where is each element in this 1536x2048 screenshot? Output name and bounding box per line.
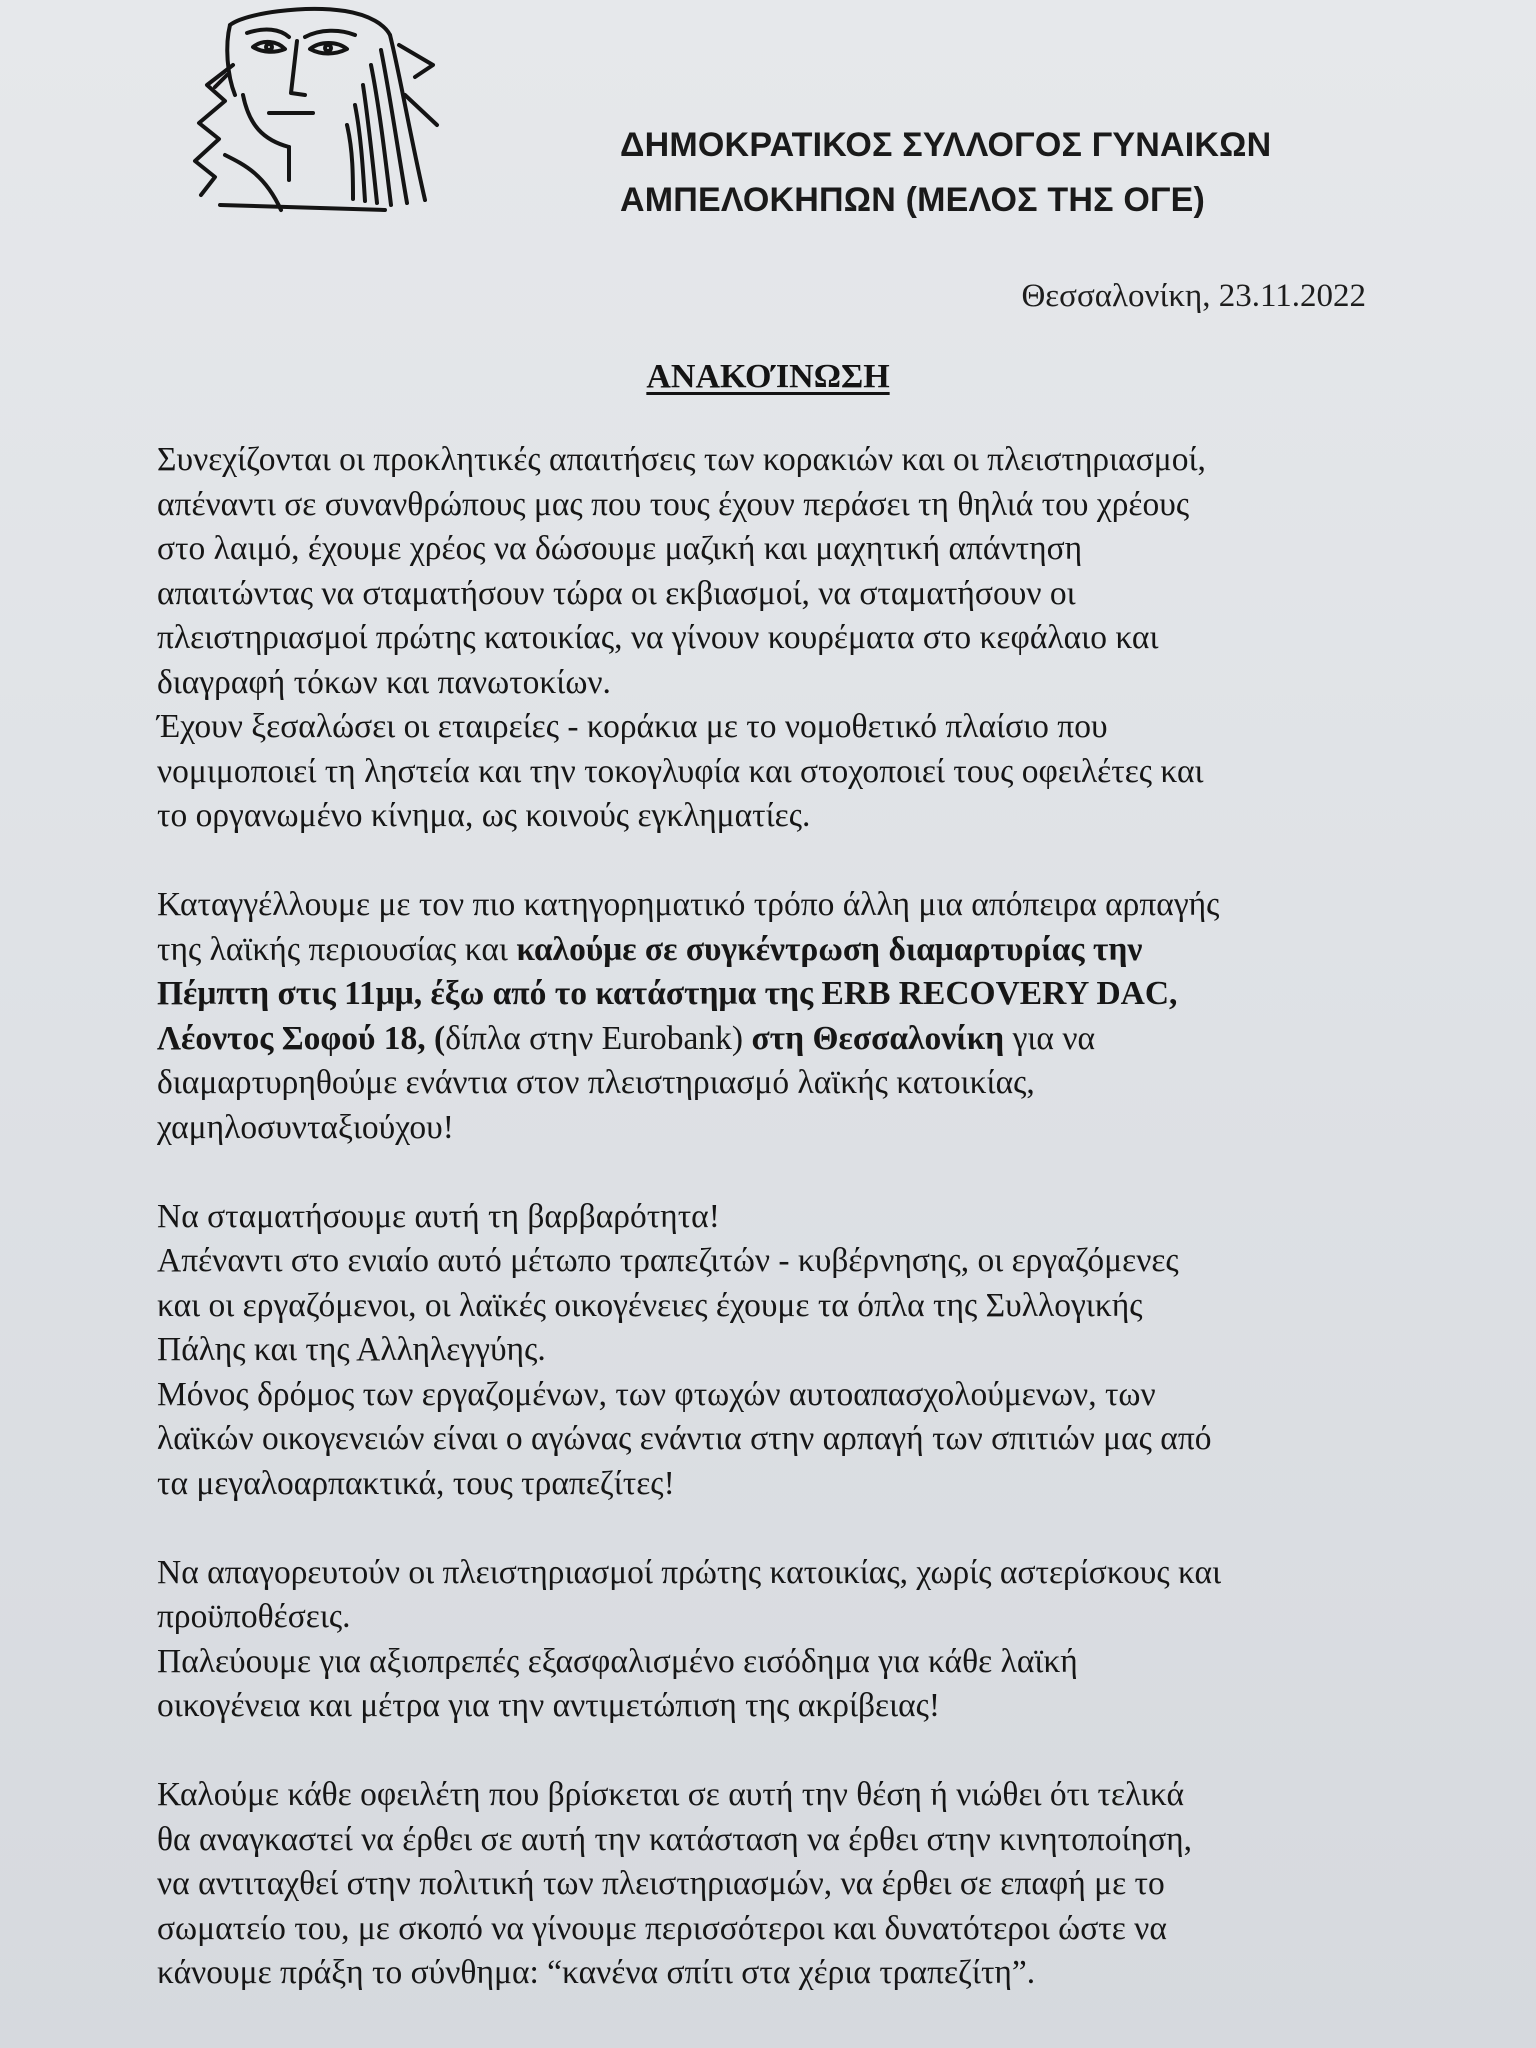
bold-text: Πέμπτη στις 11μμ, έξω από το κατάστημα της ERB RECOVERY DAC,	[157, 975, 1178, 1012]
paragraph-gap	[157, 1729, 1397, 1774]
organization-name-line2: ΑΜΠΕΛΟΚΗΠΩΝ (ΜΕΛΟΣ ΤΗΣ ΟΓΕ)	[620, 181, 1206, 219]
text-span: για να	[1004, 1019, 1096, 1057]
woman-face-logo-icon	[185, 5, 460, 220]
text-line: πλειστηριασμοί πρώτης κατοικίας, να γίνουν κουρέματα στο κεφάλαιο και	[157, 619, 1159, 656]
announcement-title: ΑΝΑΚΟΊΝΩΣΗ	[646, 358, 890, 395]
text-line	[157, 1017, 1397, 1062]
announcement-body	[157, 438, 1397, 1996]
text-line: προϋποθέσεις.	[157, 1598, 351, 1635]
text-line: Μόνος δρόμος των εργαζομένων, των φτωχών αυτοαπασχολούμενων, των	[157, 1375, 1156, 1413]
paragraph-gap	[157, 1150, 1397, 1195]
text-line: στο λαιμό, έχουμε χρέος να δώσουμε μαζική και μαχητική απάντηση	[157, 530, 1083, 567]
text-line	[157, 972, 1397, 1017]
bold-text: καλούμε σε συγκέντρωση διαμαρτυρίας την	[516, 930, 1143, 968]
text-line: σωματείο του, με σκοπό να γίνουμε περισσότεροι και δυνατότεροι ώστε να	[157, 1909, 1167, 1947]
text-line: Παλεύουμε για αξιοπρεπές εξασφαλισμένο εισόδημα για κάθε λαϊκή	[157, 1642, 1078, 1680]
text-line	[157, 928, 1397, 973]
text-line: διαμαρτυρηθούμε ενάντια στον πλειστηριασμό λαϊκής κατοικίας,	[157, 1064, 1035, 1101]
text-line: το οργανωμένο κίνημα, ως κοινούς εγκληματίες.	[157, 797, 811, 834]
text-line: διαγραφή τόκων και πανωτοκίων.	[157, 663, 611, 701]
place-date: Θεσσαλονίκη, 23.11.2022	[1021, 278, 1366, 314]
text-line: να αντιταχθεί στην πολιτική των πλειστηριασμών, να έρθει σε επαφή με το	[157, 1865, 1165, 1902]
paragraph-gap	[157, 839, 1397, 884]
organization-name	[620, 118, 1271, 228]
text-line: χαμηλοσυνταξιούχου!	[157, 1108, 454, 1146]
text-line: Απέναντι στο ενιαίο αυτό μέτωπο τραπεζιτών - κυβέρνησης, οι εργαζόμενες	[157, 1242, 1179, 1279]
text-line: Έχουν ξεσαλώσει οι εταιρείες - κοράκια με το νομοθετικό πλαίσιο που	[157, 708, 1108, 745]
text-line: Καλούμε κάθε οφειλέτη που βρίσκεται σε αυτή την θέση ή νιώθει ότι τελικά	[157, 1776, 1185, 1813]
text-line: κάνουμε πράξη το σύνθημα: “κανένα σπίτι στα χέρια τραπεζίτη”.	[157, 1954, 1036, 1991]
text-line: λαϊκών οικογενειών είναι ο αγώνας ενάντια στην αρπαγή των σπιτιών μας από	[157, 1420, 1212, 1457]
bold-text: Λέοντος Σοφού 18, (	[157, 1019, 446, 1057]
paragraph-gap	[157, 1506, 1397, 1551]
organization-name-line1: ΔΗΜΟΚΡΑΤΙΚΟΣ ΣΥΛΛΟΓΟΣ ΓΥΝΑΙΚΩΝ	[620, 126, 1272, 164]
text-line: Καταγγέλλουμε με τον πιο κατηγορηματικό τρόπο άλλη μια απόπειρα αρπαγής	[157, 886, 1220, 923]
text-line: Να απαγορευτούν οι πλειστηριασμοί πρώτης κατοικίας, χωρίς αστερίσκους και	[157, 1553, 1222, 1591]
text-line: οικογένεια και μέτρα για την αντιμετώπιση της ακρίβειας!	[157, 1687, 941, 1724]
text-line: νομιμοποιεί τη ληστεία και την τοκογλυφία και στοχοποιεί τους οφειλέτες και	[157, 752, 1204, 790]
text-line: Να σταματήσουμε αυτή τη βαρβαρότητα!	[157, 1197, 720, 1235]
text-line: Συνεχίζονται οι προκλητικές απαιτήσεις των κορακιών και οι πλειστηριασμοί,	[157, 441, 1206, 478]
text-line: τα μεγαλοαρπακτικά, τους τραπεζίτες!	[157, 1464, 675, 1502]
text-line: απαιτώντας να σταματήσουν τώρα οι εκβιασμοί, να σταματήσουν οι	[157, 574, 1076, 612]
text-line: θα αναγκαστεί να έρθει σε αυτή την κατάσταση να έρθει στην κινητοποίηση,	[157, 1820, 1193, 1858]
text-line: Πάλης και της Αλληλεγγύης.	[157, 1331, 546, 1368]
text-span: της λαϊκής περιουσίας και	[157, 930, 517, 968]
text-span: δίπλα στην Eurobank)	[445, 1019, 744, 1057]
text-line: απέναντι σε συνανθρώπους μας που τους έχουν περάσει τη θηλιά του χρέους	[157, 485, 1190, 523]
bold-text: στη Θεσσαλονίκη	[743, 1019, 1005, 1057]
text-line: και οι εργαζόμενοι, οι λαϊκές οικογένειες έχουμε τα όπλα της Συλλογικής	[157, 1286, 1143, 1324]
